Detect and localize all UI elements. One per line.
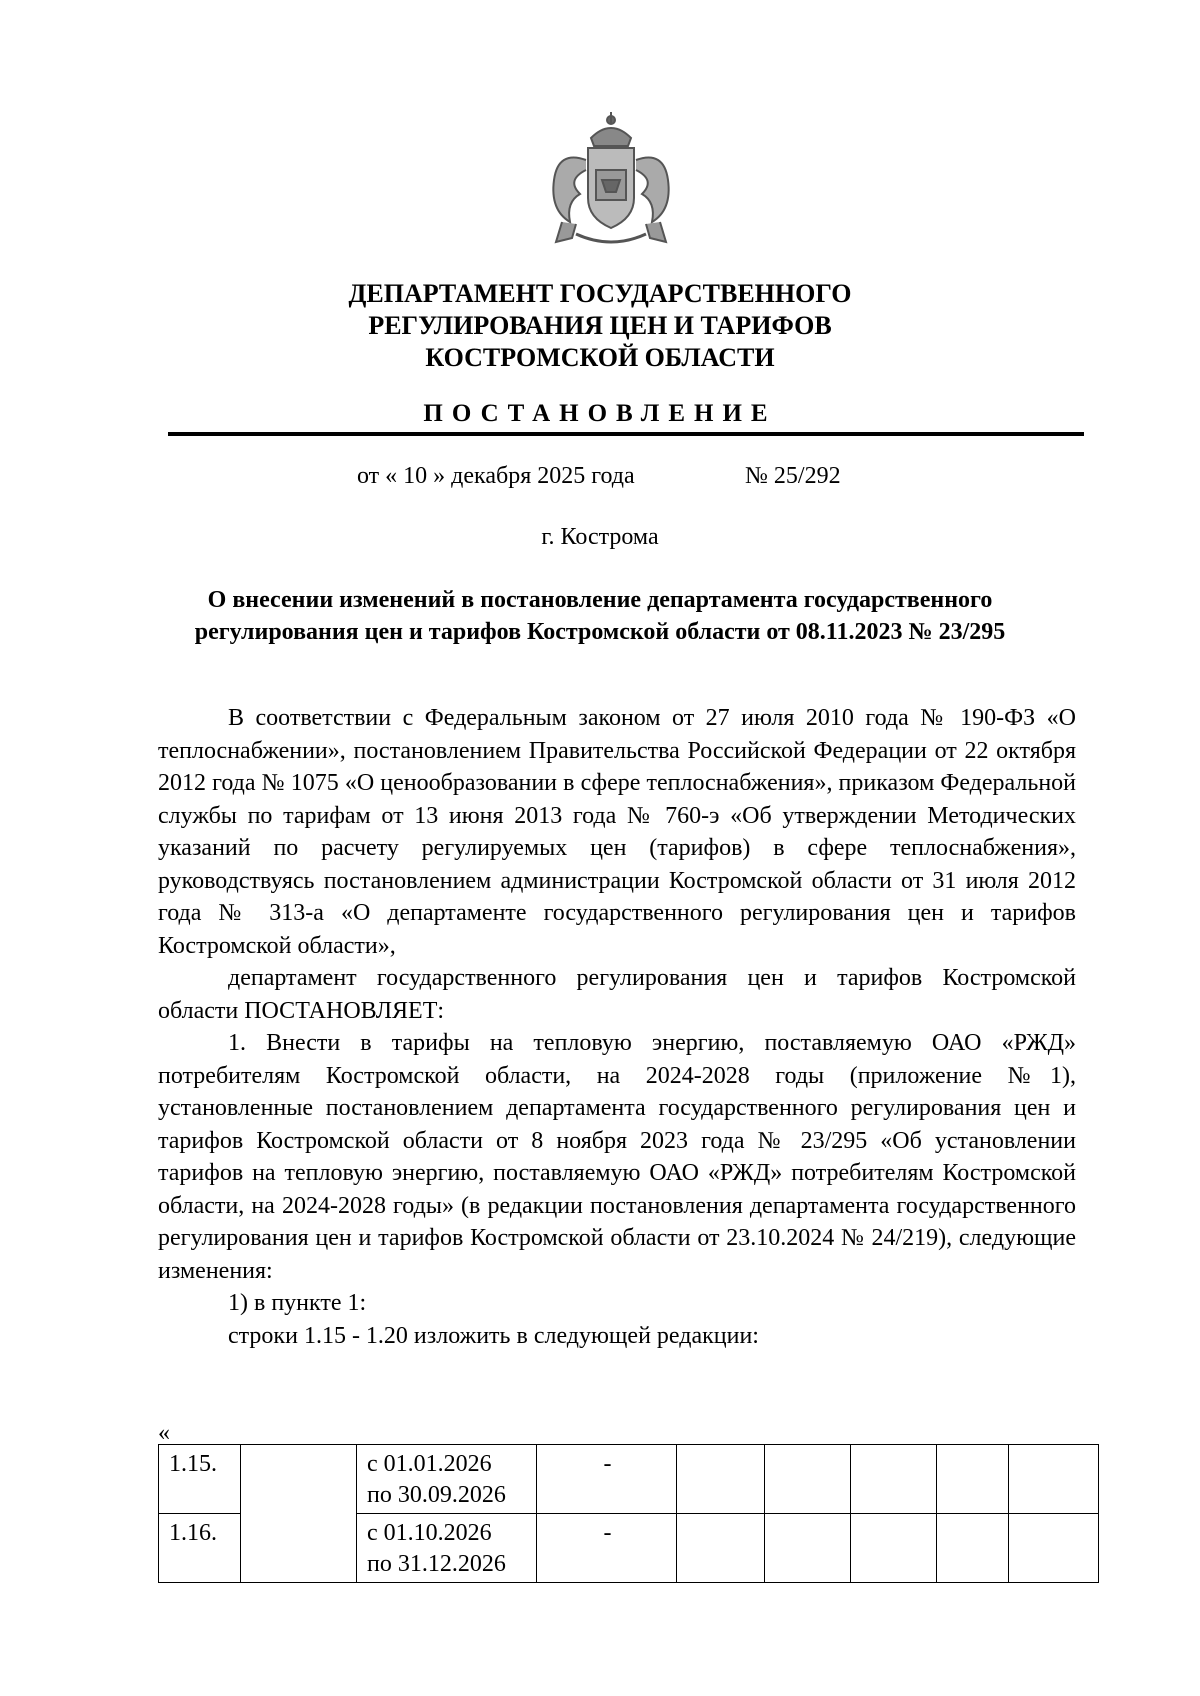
body-paragraph: 1. Внести в тарифы на тепловую энергию, поставляемую ОАО «РЖД» потребителям Костромской области, на 2024-2028 годы (приложение №1), установленные постановлением департамента государственного регулирования цен и тарифов Костромской области от 8 ноября 2023 года № 23/295 «Об установлении тарифов на тепловую энергию, поставляемую ОАО «РЖД» потребителям Костромской области, на 2024-2028 годы» (в редакции постановления департамента государственного регулирования цен и тарифов Костромской области от 23.10.2024 № 24/219), следующие изменения: — [158, 1030, 1076, 1284]
document-date: от « 10 » декабря 2025 года — [357, 463, 635, 489]
empty-cell — [937, 1514, 1009, 1583]
table-row — [159, 1445, 1099, 1514]
row-number: 1.16. — [159, 1514, 241, 1583]
period-to: по 30.09.2026 — [367, 1482, 506, 1508]
coat-of-arms-icon — [536, 110, 686, 250]
subject-line: регулирования цен и тарифов Костромской области от 08.11.2023 № 23/295 — [194, 619, 1006, 645]
empty-cell — [765, 1514, 851, 1583]
open-quote: « — [158, 1420, 170, 1446]
header-divider — [168, 432, 1084, 436]
empty-cell — [851, 1445, 937, 1514]
period-from: с 01.01.2026 — [367, 1451, 492, 1477]
period-to: по 31.12.2026 — [367, 1551, 506, 1577]
empty-cell — [677, 1514, 765, 1583]
document-subject — [120, 584, 1080, 648]
empty-cell — [851, 1514, 937, 1583]
empty-cell — [677, 1445, 765, 1514]
merged-cell — [241, 1445, 357, 1583]
empty-cell — [1009, 1445, 1099, 1514]
department-title — [200, 278, 1000, 374]
document-body — [158, 702, 1076, 1352]
document-number: № 25/292 — [745, 463, 841, 489]
department-title-line: КОСТРОМСКОЙ ОБЛАСТИ — [425, 343, 775, 372]
subject-line: О внесении изменений в постановление департамента государственного — [207, 587, 993, 613]
row-number: 1.15. — [159, 1445, 241, 1514]
row-period — [357, 1514, 537, 1583]
empty-cell — [765, 1445, 851, 1514]
row-value: - — [537, 1514, 677, 1583]
department-title-line: РЕГУЛИРОВАНИЯ ЦЕН И ТАРИФОВ — [368, 311, 832, 340]
body-paragraph: В соответствии с Федеральным законом от 27 июля 2010 года № 190-ФЗ «О теплоснабжении», постановлением Правительства Российской Федерации от 22 октября 2012 года № 1075 «О ценообразовании в сфере теплоснабжения», приказом Федеральной службы по тарифам от 13 июня 2013 года № 760-э «Об утверждении Методических указаний по расчету регулируемых цен (тарифов) в сфере теплоснабжения», руководствуясь постановлением администрации Костромской области от 31 июля 2012 года № 313-а «О департаменте государственного регулирования цен и тарифов Костромской области», — [158, 705, 1076, 959]
body-paragraph: строки 1.15 - 1.20 изложить в следующей редакции: — [228, 1322, 759, 1349]
tariff-table — [158, 1444, 1099, 1583]
period-from: с 01.10.2026 — [367, 1520, 492, 1546]
document-city: г. Кострома — [541, 524, 659, 550]
row-value: - — [537, 1445, 677, 1514]
body-paragraph: 1) в пункте 1: — [228, 1290, 367, 1316]
department-title-line: ДЕПАРТАМЕНТ ГОСУДАРСТВЕННОГО — [348, 279, 852, 308]
empty-cell — [937, 1445, 1009, 1514]
body-paragraph: департамент государственного регулирования цен и тарифов Костромской области ПОСТАНОВЛЯЕТ: — [158, 965, 1076, 1024]
document-type: ПОСТАНОВЛЕНИЕ — [423, 400, 777, 427]
empty-cell — [1009, 1514, 1099, 1583]
row-period — [357, 1445, 537, 1514]
